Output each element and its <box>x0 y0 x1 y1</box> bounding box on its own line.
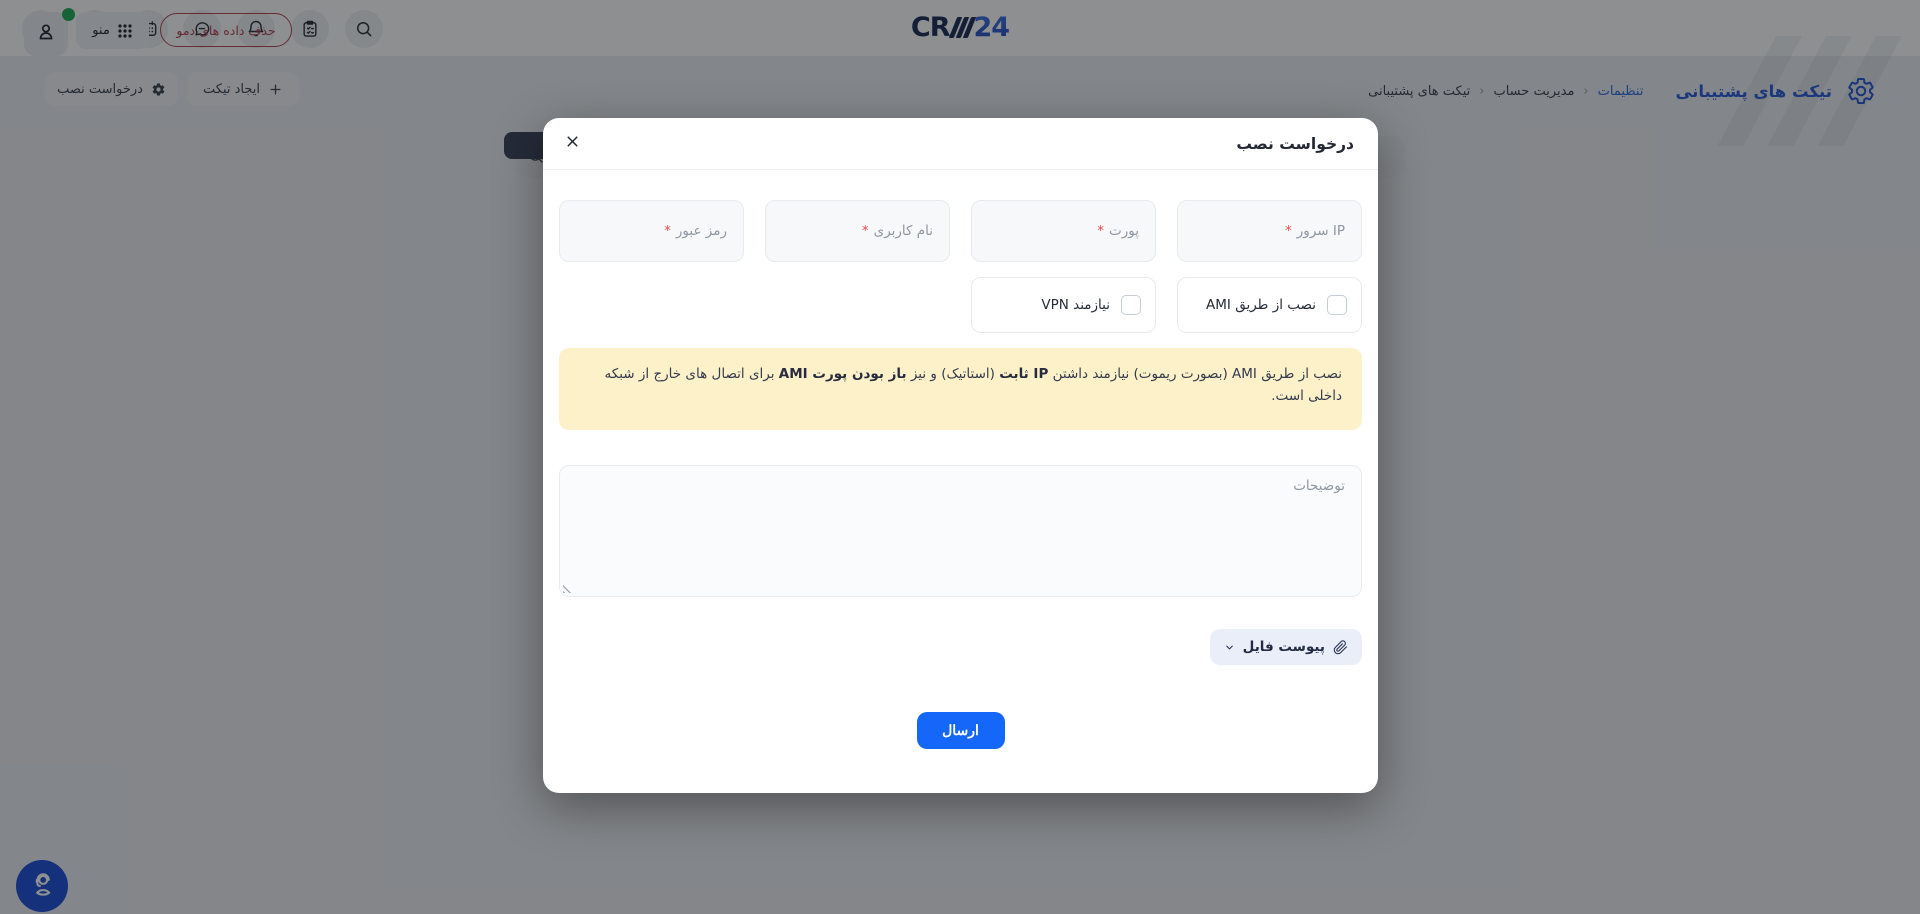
ami-info-alert <box>559 348 1362 430</box>
options-row <box>559 277 1362 333</box>
attach-file-button[interactable] <box>1210 629 1362 665</box>
vpn-checkbox-label: نیازمند VPN <box>1041 297 1110 313</box>
ami-checkbox[interactable] <box>1327 295 1347 315</box>
required-mark: * <box>861 223 869 239</box>
chevron-down-icon <box>1224 642 1235 653</box>
required-mark: * <box>1097 223 1105 239</box>
modal-close-button[interactable] <box>559 131 585 157</box>
vpn-checkbox[interactable] <box>1121 295 1141 315</box>
close-icon <box>564 133 581 154</box>
password-field[interactable] <box>559 200 744 262</box>
alert-text-bold: باز بودن پورت AMI <box>778 366 907 382</box>
breadcrumb-support-tickets: تیکت های پشتیبانی <box>1368 83 1471 99</box>
ami-checkbox-label: نصب از طریق AMI <box>1206 297 1316 313</box>
username-placeholder: نام کاربری <box>873 223 933 239</box>
delete-demo-data-label: حذف داده های دمو <box>176 22 276 38</box>
attach-file-label: پیوست فایل <box>1242 639 1325 655</box>
install-request-label: درخواست نصب <box>57 81 143 97</box>
chevron-separator-icon: ‹ <box>1583 83 1589 99</box>
description-textarea[interactable] <box>559 465 1362 597</box>
breadcrumb-settings-link[interactable]: تنظیمات <box>1597 83 1644 99</box>
required-mark: * <box>664 223 671 239</box>
required-mark: * <box>1285 223 1292 239</box>
paperclip-icon <box>1333 640 1348 655</box>
port-placeholder: پورت <box>1109 223 1139 239</box>
alert-text-segment: (استاتیک) و نیز <box>906 366 1000 382</box>
credentials-fields-row <box>559 200 1362 262</box>
port-field[interactable] <box>971 200 1156 262</box>
install-request-modal <box>543 118 1378 793</box>
install-via-ami-option[interactable] <box>1177 277 1362 333</box>
menu-label: منو <box>92 23 110 38</box>
username-field[interactable] <box>765 200 950 262</box>
alert-text-segment: نصب از طریق AMI (بصورت ریموت) نیازمند داشتن <box>1048 366 1342 382</box>
create-ticket-label: ایجاد تیکت <box>203 81 260 97</box>
chevron-separator-icon: ‹ <box>1479 83 1485 99</box>
resize-handle[interactable] <box>563 582 574 593</box>
alert-text-segment: برای اتصال های خارج از شبکه داخلی است. <box>604 366 1342 404</box>
password-placeholder: رمز عبور <box>675 223 727 239</box>
attach-row <box>559 629 1362 665</box>
server-ip-field[interactable] <box>1177 200 1362 262</box>
modal-body <box>543 200 1378 749</box>
submit-button[interactable]: ارسال <box>917 712 1005 749</box>
logo-text-cr: CR <box>910 11 950 43</box>
page-title: تیکت های پشتیبانی <box>1675 81 1832 101</box>
description-placeholder: توضیحات <box>1293 478 1345 494</box>
server-ip-placeholder: IP سرور <box>1296 223 1345 239</box>
breadcrumb-account-management[interactable]: مدیریت حساب <box>1493 83 1575 99</box>
alert-text-bold: IP ثابت <box>999 366 1049 382</box>
logo-text-24: 24 <box>973 11 1010 43</box>
requires-vpn-option[interactable] <box>971 277 1156 333</box>
modal-header <box>543 118 1378 170</box>
modal-title: درخواست نصب <box>1236 134 1354 153</box>
submit-row <box>559 712 1362 749</box>
